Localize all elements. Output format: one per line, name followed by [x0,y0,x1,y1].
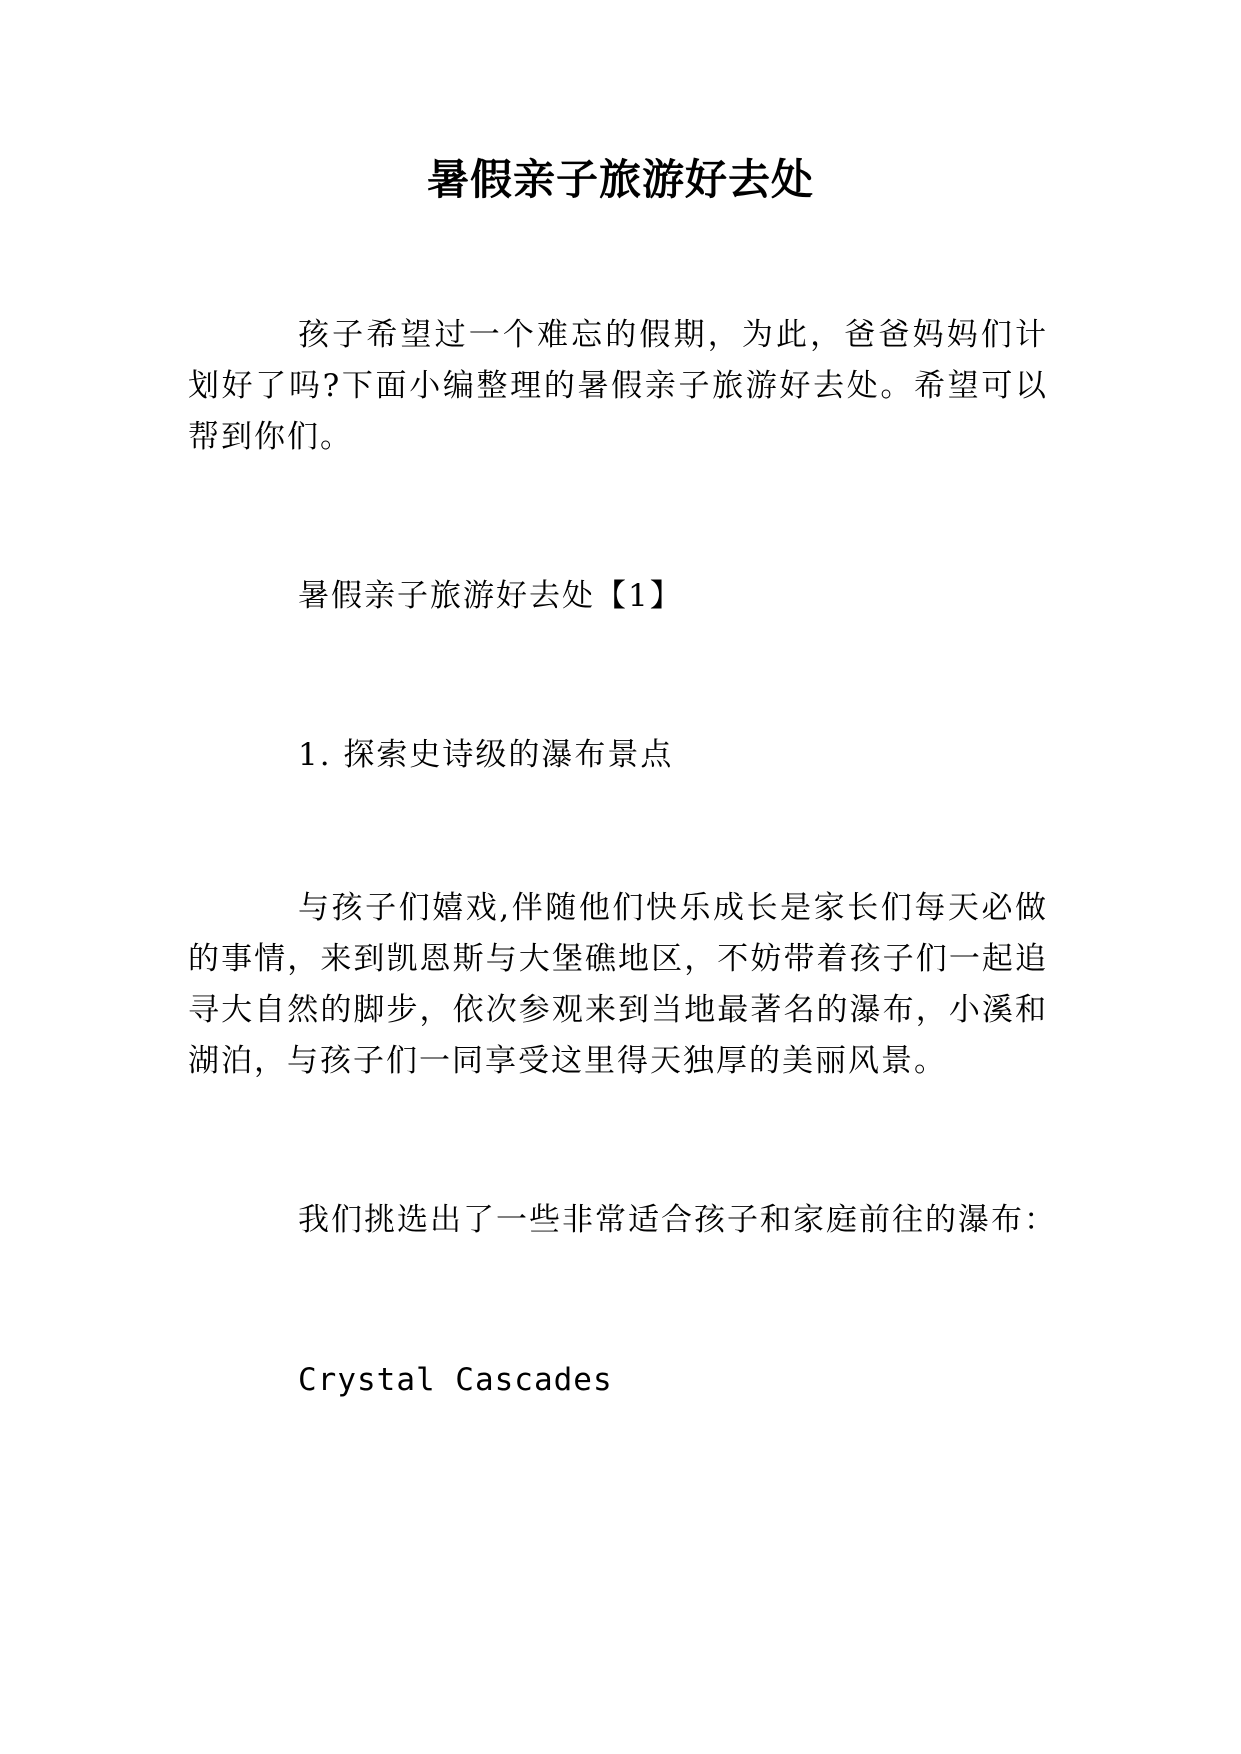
item-heading: 1. 探索史诗级的瀑布景点 [298,737,674,773]
body-paragraph: 与孩子们嬉戏,伴随他们快乐成长是家长们每天必做的事情，来到凯恩斯与大堡礁地区，不妨带着孩子们一起追寻大自然的脚步，依次参观来到当地最著名的瀑布，小溪和湖泊，与孩子们一同享受这里得天独厚的美丽风景。 [188,890,1048,1079]
document-title: 暑假亲子旅游好去处 [426,155,814,204]
selection-note: 我们挑选出了一些非常适合孩子和家庭前往的瀑布： [298,1202,1057,1238]
place-name: Crystal Cascades [298,1362,613,1398]
section-heading: 暑假亲子旅游好去处【1】 [298,578,683,614]
intro-paragraph: 孩子希望过一个难忘的假期，为此，爸爸妈妈们计划好了吗?下面小编整理的暑假亲子旅游好去处。希望可以帮到你们。 [188,317,1048,455]
